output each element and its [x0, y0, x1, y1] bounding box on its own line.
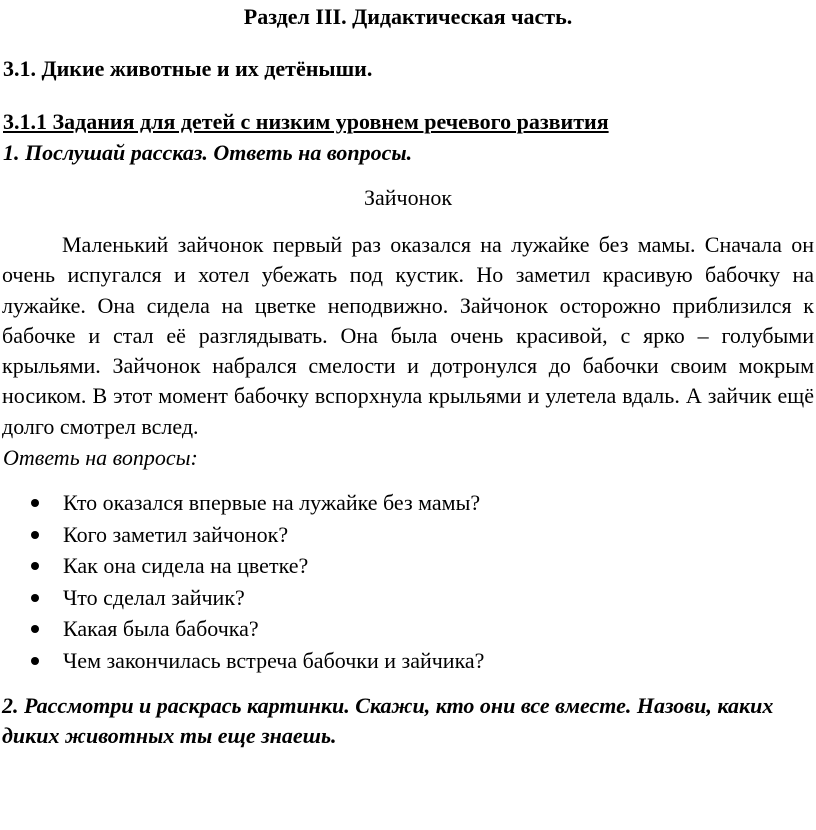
- section-title: Раздел III. Дидактическая часть.: [243, 4, 573, 29]
- question-text: Как она сидела на цветке?: [63, 553, 309, 578]
- bullet-icon: [31, 594, 39, 602]
- list-item: [0, 616, 484, 648]
- story-title: Зайчонок: [363, 185, 453, 210]
- question-text: Что сделал зайчик?: [63, 584, 245, 610]
- list-item: [0, 522, 484, 554]
- bullet-icon: [31, 625, 39, 633]
- subsection-title: 3.1. Дикие животные и их детёныши.: [3, 56, 373, 81]
- list-item: [0, 490, 484, 522]
- question-text: Чем закончилась встреча бабочки и зайчика?: [63, 647, 485, 673]
- task1-heading: 1. Послушай рассказ. Ответь на вопросы.: [3, 140, 413, 165]
- question-text: Какая была бабочка?: [63, 616, 259, 641]
- questions-list: [0, 490, 484, 679]
- subsubsection-title: 3.1.1 Задания для детей с низким уровнем речевого развития: [3, 109, 609, 134]
- question-text: Кого заметил зайчонок?: [63, 521, 289, 547]
- list-item: [0, 585, 484, 617]
- bullet-icon: [31, 562, 39, 570]
- task2-text: 2. Рассмотри и раскрась картинки. Скажи, кто они все вместе. Назови, каких диких животных ты еще знаешь.: [2, 693, 774, 748]
- bullet-icon: [31, 499, 39, 507]
- story-text: Маленький зайчонок первый раз оказался на лужайке без мамы. Сначала он очень испугался и хотел убежать под кустик. Но заметил красивую бабочку на лужайке. Она сидела на цветке неподвижно. Зайчонок осторожно приблизился к бабочке и стал её разглядывать. Она была очень красивой, с ярко – голубыми крыльями. Зайчонок набрался смелости и дотронулся до бабочки своим мокрым носиком. В этот момент бабочку вспорхнула крыльями и улетела вдаль. А зайчик ещё долго смотрел вслед.: [2, 232, 814, 439]
- bullet-icon: [31, 657, 39, 665]
- questions-label: Ответь на вопросы:: [3, 445, 198, 470]
- list-item: [0, 553, 484, 585]
- list-item: [0, 648, 484, 680]
- bullet-icon: [31, 531, 39, 539]
- question-text: Кто оказался впервые на лужайке без мамы?: [63, 490, 481, 515]
